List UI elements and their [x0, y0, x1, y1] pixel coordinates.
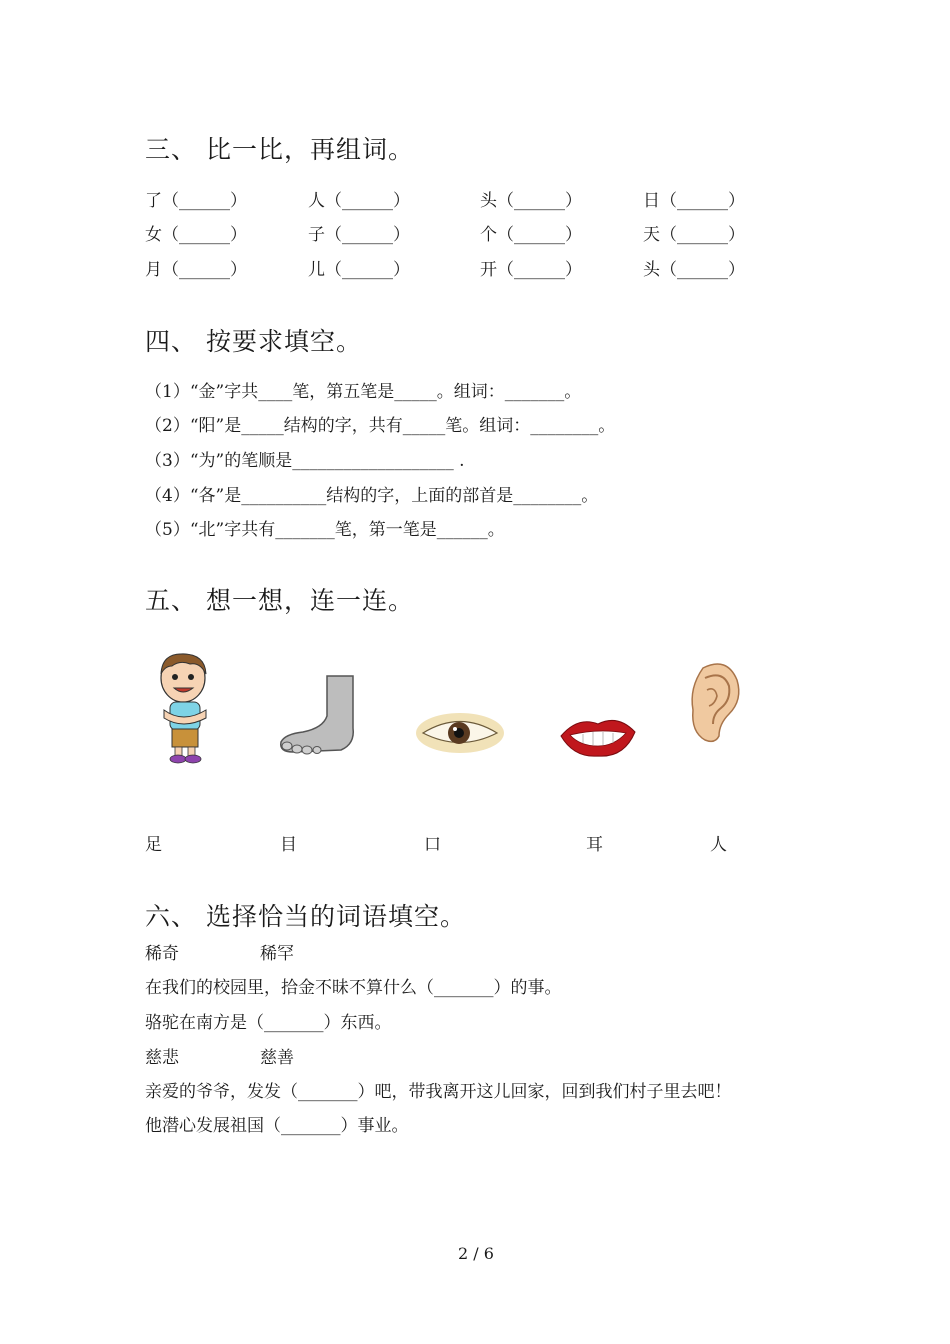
word-cell: 人（______） — [308, 191, 410, 211]
word-cell: 天（______） — [643, 225, 745, 245]
boy-picture — [150, 650, 220, 765]
match-word: 人 — [710, 835, 727, 855]
sentence: 亲爱的爷爷，发发（_______）吧，带我离开这儿回家，回到我们村子里去吧！ — [145, 1082, 732, 1102]
page-number: 2 / 6 — [458, 1244, 494, 1263]
word-option: 稀罕 — [260, 944, 294, 964]
sentence: 在我们的校园里，拾金不昧不算什么（_______）的事。 — [145, 978, 562, 998]
match-word: 耳 — [586, 835, 603, 855]
sentence: 他潜心发展祖国（_______）事业。 — [145, 1116, 409, 1136]
word-cell: 儿（______） — [308, 260, 410, 280]
fill-item: （5）“北”字共有_______笔，第一笔是______。 — [145, 520, 505, 540]
mouth-picture — [558, 710, 638, 760]
fill-item: （1）“金”字共____笔，第五笔是_____。组词：_______。 — [145, 382, 582, 402]
word-cell: 了（______） — [145, 191, 247, 211]
word-cell: 个（______） — [480, 225, 582, 245]
sentence: 骆驼在南方是（_______）东西。 — [145, 1013, 392, 1033]
word-cell: 头（______） — [643, 260, 745, 280]
foot-picture — [275, 672, 365, 757]
match-word: 足 — [145, 835, 162, 855]
word-cell: 子（______） — [308, 225, 410, 245]
word-option: 慈悲 — [145, 1048, 179, 1068]
word-cell: 日（______） — [643, 191, 745, 211]
match-word: 目 — [280, 835, 297, 855]
section3-title: 三、 比一比，再组词。 — [145, 135, 414, 164]
word-option: 稀奇 — [145, 944, 179, 964]
section6-title: 六、 选择恰当的词语填空。 — [145, 902, 466, 931]
fill-item: （2）“阳”是_____结构的字，共有_____笔。组词：________。 — [145, 416, 616, 436]
word-cell: 开（______） — [480, 260, 582, 280]
word-cell: 头（______） — [480, 191, 582, 211]
section4-title: 四、 按要求填空。 — [145, 327, 362, 356]
fill-item: （4）“各”是__________结构的字，上面的部首是________。 — [145, 486, 599, 506]
section5-title: 五、 想一想，连一连。 — [145, 586, 414, 615]
ear-picture — [685, 660, 745, 745]
word-cell: 女（______） — [145, 225, 247, 245]
word-option: 慈善 — [260, 1048, 294, 1068]
fill-item: （3）“为”的笔顺是___________________ . — [145, 451, 465, 471]
word-cell: 月（______） — [145, 260, 247, 280]
eye-picture — [415, 712, 505, 754]
match-word: 口 — [424, 835, 441, 855]
